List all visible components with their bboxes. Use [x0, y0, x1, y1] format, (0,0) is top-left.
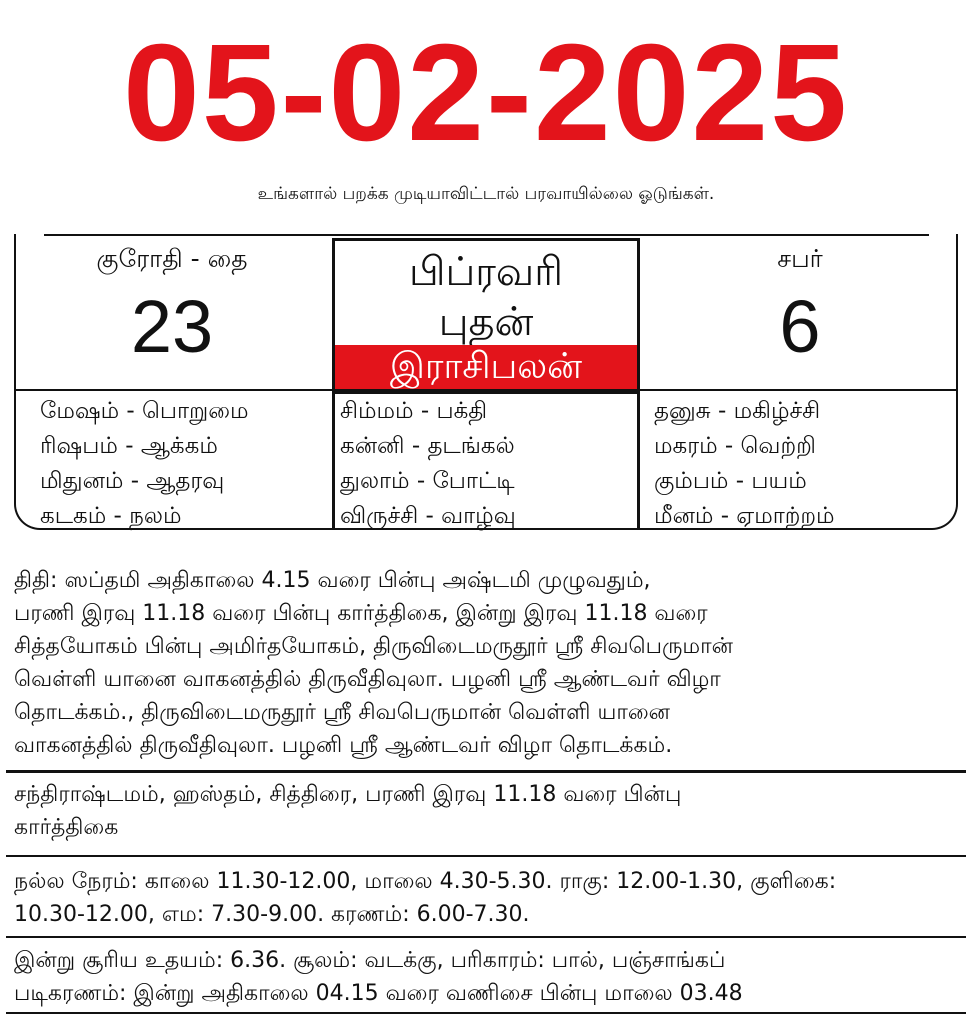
rasi-item: மிதுனம் - ஆதரவு — [40, 468, 225, 494]
rasi-list-right — [654, 394, 835, 534]
rasi-item: சிம்மம் - பக்தி — [340, 398, 488, 424]
calendar-card — [14, 234, 958, 530]
weekday: புதன் — [438, 299, 534, 345]
detail-line: வெள்ளி யானை வாகனத்தில் திருவீதிவுலா. பழனி ஸ்ரீ ஆண்டவர் விழா — [14, 667, 721, 692]
detail-line: நல்ல நேரம்: காலை 11.30-12.00, மாலை 4.30-5.30. ராகு: 12.00-1.30, குளிகை: — [14, 869, 837, 894]
section-divider — [6, 770, 966, 773]
date-heading: 05-02-2025 — [123, 16, 849, 170]
sunrise-details — [14, 944, 743, 1010]
detail-line: 10.30-12.00, எம: 7.30-9.00. கரணம்: 6.00-7.30. — [14, 902, 530, 927]
chandrashtamam-details — [14, 778, 681, 844]
rasi-item: மகரம் - வெற்றி — [654, 433, 816, 459]
rasi-item: கடகம் - நலம் — [40, 503, 182, 529]
rasi-item: துலாம் - போட்டி — [340, 468, 515, 494]
detail-line: படிகரணம்: இன்று அதிகாலை 04.15 வரை வணிசை பின்பு மாலை 03.48 — [14, 981, 743, 1006]
detail-line: பரணி இரவு 11.18 வரை பின்பு கார்த்திகை, இன்று இரவு 11.18 வரை — [14, 601, 708, 626]
section-divider — [6, 855, 966, 857]
detail-line: திதி: ஸப்தமி அதிகாலை 4.15 வரை பின்பு அஷ்டமி முழுவதும், — [14, 568, 651, 593]
islamic-month-panel — [642, 244, 958, 372]
detail-line: கார்த்திகை — [14, 815, 119, 840]
islamic-month-label: சபர் — [777, 244, 823, 273]
detail-line: இன்று சூரிய உதயம்: 6.36. சூலம்: வடக்கு, பரிகாரம்: பால், பஞ்சாங்கப் — [14, 948, 726, 973]
rasi-list-center — [340, 394, 516, 534]
rasi-item: விருச்சி - வாழ்வு — [340, 503, 516, 529]
rasi-divider — [14, 389, 956, 391]
rasi-list-left — [40, 394, 249, 534]
english-month: பிப்ரவரி — [409, 249, 563, 295]
section-divider — [6, 1012, 966, 1014]
english-month-panel — [332, 238, 640, 394]
detail-line: தொடக்கம்., திருவிடைமருதூர் ஸ்ரீ சிவபெருமான் வெள்ளி யானை — [14, 700, 670, 725]
islamic-date-number: 6 — [779, 285, 821, 368]
timing-details — [14, 865, 836, 931]
rasi-item: கன்னி - தடங்கல் — [340, 433, 515, 459]
rasipalan-heading: இராசிபலன் — [335, 345, 637, 389]
tamil-month-panel — [14, 244, 330, 372]
column-divider-left — [332, 238, 335, 530]
tamil-month-label: குரோதி - தை — [96, 244, 248, 273]
tamil-date-number: 23 — [130, 285, 214, 368]
section-divider — [6, 936, 966, 938]
rasi-item: ரிஷபம் - ஆக்கம் — [40, 433, 218, 459]
detail-line: சித்தயோகம் பின்பு அமிர்தயோகம், திருவிடைமருதூர் ஸ்ரீ சிவபெருமான் — [14, 634, 733, 659]
rasi-item: தனுசு - மகிழ்ச்சி — [654, 398, 821, 424]
column-divider-right — [637, 238, 640, 530]
detail-line: சந்திராஷ்டமம், ஹஸ்தம், சித்திரை, பரணி இரவு 11.18 வரை பின்பு — [14, 782, 682, 807]
rasi-item: கும்பம் - பயம் — [654, 468, 807, 494]
thithi-details — [14, 564, 733, 762]
daily-quote: உங்களால் பறக்க முடியாவிட்டால் பரவாயில்லை ஓடுங்கள். — [257, 184, 715, 204]
rasi-item: மீனம் - ஏமாற்றம் — [654, 503, 835, 529]
detail-line: வாகனத்தில் திருவீதிவுலா. பழனி ஸ்ரீ ஆண்டவர் விழா தொடக்கம். — [14, 733, 673, 758]
calendar-top-rule — [44, 234, 929, 236]
rasi-item: மேஷம் - பொறுமை — [40, 398, 249, 424]
